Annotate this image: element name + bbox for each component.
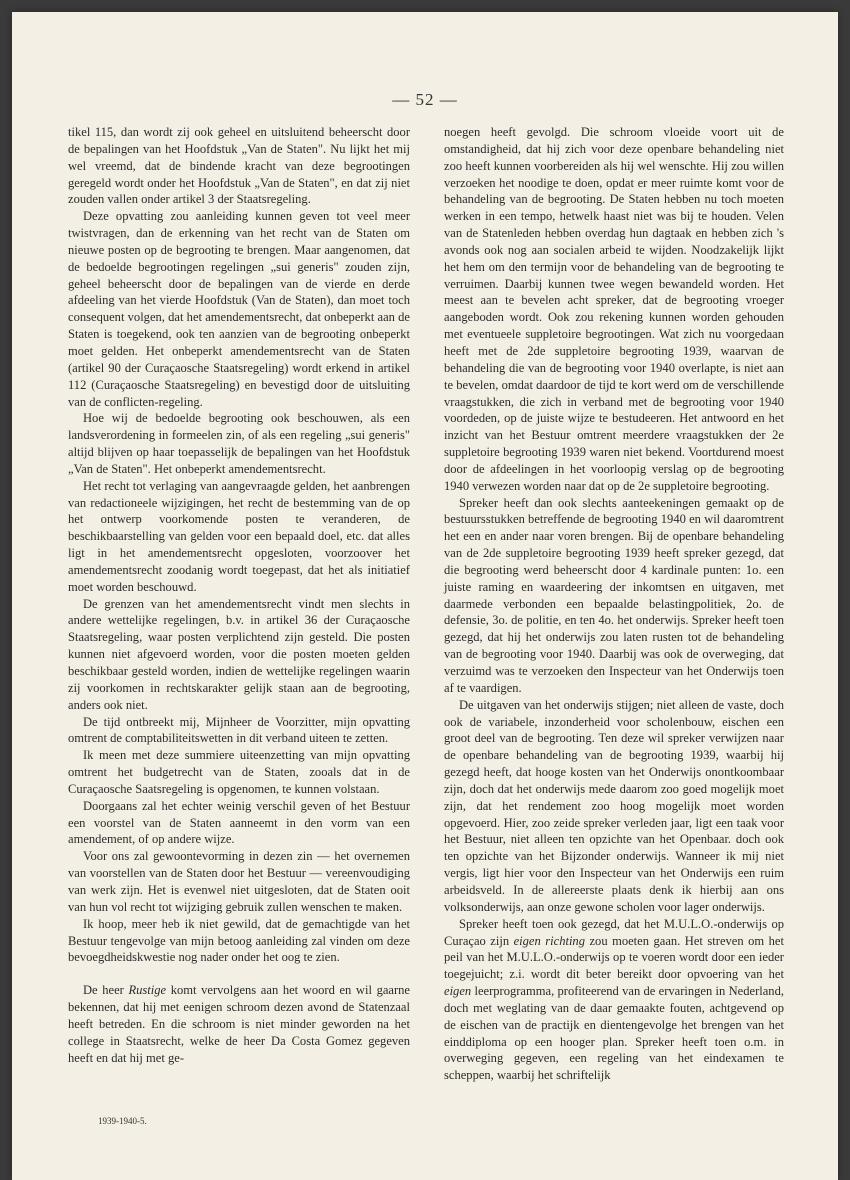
paragraph: tikel 115, dan wordt zij ook geheel en uitsluitend beheerscht door de bepalingen van het Hoofdstuk „Van de Staten". Nu lijkt het mij wel vreemd, dat de bindende kracht van deze begrootingen geregeld wordt onder het Hoofdstuk „Van de Staten", en dat zij niet zouden vallen onder artikel 3 der Staatsregeling. — [68, 125, 410, 207]
speaker-name: Rustige — [128, 983, 167, 998]
paragraph: De uitgaven van het onderwijs stijgen; niet alleen de vaste, doch ook de variabele, inzonderheid voor scholenbouw, eischen een groot deel van de begrooting. Ten deze wil spreker verwijzen naar de openbare behandeling van de begrooting 1939, waarbij hij gezegd heeft, dat hooge kosten van het Onderwijs onontkoombaar zijn, doch dat het onderwijs mede daarom zoo goed mogelijk moet zijn, dat het rendement zoo hoog mogelijk moet worden opgevoerd. Hier, zoo zeide spreker verleden jaar, ligt een taak voor het Bestuur, niet alleen ten opzichte van het Openbaar. doch ook ten opzichte van het Bijzonder onderwijs. Wanneer ik mij niet vergis, ligt hier voor den Inspecteur van het Onderwijs een ruim arbeidsveld. In de allereerste plaats denk ik hierbij aan ons volksonderwijs, aan onze gewone scholen voor lager onderwijs. — [444, 697, 784, 914]
page-number: — 52 — — [392, 90, 458, 109]
paragraph: Het recht tot verlaging van aangevraagde gelden, het aanbrengen van redactioneele wijzigingen, het recht de bestemming van de op het ontwerp voorkomende posten te veranderen, de beschikbaarstelling van gelden voor een bepaald doel, etc. dat alles ligt in het amendementsrecht opgesloten, voorzoover het amendementsrecht zoodanig wordt toegepast, dat het als initiatief moet worden beschouwd. — [68, 478, 410, 594]
paragraph — [444, 916, 784, 1084]
text-run: leerprogramma, profiteerend van de ervaringen in Nederland, doch met weglating van de daar gemaakte fouten, achtgevend op de eischen van de practijk en dientengevolge het brengen van het einddiploma op een hooger plan. Spreker heeft toen o.m. in overweging gegeven, een regeling van het eindexamen te scheppen, waarbij het schriftelijk — [444, 984, 784, 1083]
paragraph: Voor ons zal gewoontevorming in dezen zin — het overnemen van voorstellen van de Staten door het Bestuur — vereenvoudiging van werk zijn. Het is evenwel niet uitgesloten, dat de Staten ooit van hun vol recht tot wijziging gebruik zullen wenschen te maken. — [68, 849, 410, 914]
paragraph: Hoe wij de bedoelde begrooting ook beschouwen, als een landsverordening in formeelen zin, of als een regeling „sui generis" altijd blijven op haar toepasselijk de bepalingen van het Hoofdstuk „Van de Staten". Het onbeperkt amendementsrecht. — [68, 411, 410, 476]
paragraph: Doorgaans zal het echter weinig verschil geven of het Bestuur een voorstel van de Staten aanneemt in den vorm van een amendement, of op andere wijze. — [68, 798, 410, 847]
footer-note: 1939-1940-5. — [98, 1116, 147, 1126]
text-run: Spreker heeft toen ook gezegd, dat het M.U.L.O.-onderwijs op Curaçao zijn — [444, 916, 784, 948]
left-column — [68, 124, 410, 1066]
text-run: zou moeten gaan. Het streven om het peil van het M.U.L.O.-onderwijs op te voeren wordt door een ieder toegejuicht; z.i. wordt dit beter bereikt door opvoering van het — [444, 933, 784, 982]
paragraph: Deze opvatting zou aanleiding kunnen geven tot veel meer twistvragen, dan de erkenning van het recht van de Staten om nieuwe posten op de begrooting te brengen. Maar aangenomen, dat de bedoelde begrootingen regelingen „sui generis" zouden zijn, geheel beheerscht door de bepalingen van de vierde en derde afdeeling van het vierde Hoofdstuk (Van de Staten), dan moet toch consequent volgen, dat het amendementsrecht, dat onbeperkt aan de Staten is toegekend, ook ten aanzien van de begrooting onbeperkt moet gelden. Het onbeperkt amendementsrecht van de Staten (artikel 90 der Curaçaosche Staatsregeling) wordt erkend in artikel 112 (Curaçaosche Staatsregeling) en bevestigd door de uitsluiting van de conflicten-regeling. — [68, 209, 410, 409]
paragraph: Ik meen met deze summiere uiteenzetting van mijn opvatting omtrent het budgetrecht van de Staten, zooals dat in de Curaçaosche Saatsregeling is opgenomen, te kunnen volstaan. — [68, 748, 410, 796]
paragraph: De grenzen van het amendementsrecht vindt men slechts in andere wettelijke regelingen, b.v. in artikel 36 der Curaçaosche Staatsregeling, waar posten verplichtend zijn gesteld. Die posten kunnen niet afgevoerd worden, voor die posten moeten gelden beschikbaar gesteld worden, indien de wettelijke regelingen waarin zij voorkomen in rechtskarakter gelijk staan aan de begrooting, anders ook niet. — [68, 596, 410, 712]
paragraph: Spreker heeft dan ook slechts aanteekeningen gemaakt op de bestuursstukken betreffende de begrooting 1940 en wil daaromtrent het een en ander naar voren brengen. Bij de openbare behandeling van de 2de suppletoire begrooting 1939 heeft spreker gezegd, dat die begrooting werd beheerscht door 4 kardinale punten: 1o. een juiste raming en waardeering der inkomtsen en uitgaven, met daarmede verbonden een bepaalde belastingpolitiek, 2o. de defensie, 3o. de politie, en ten 4o. het onderwijs. Spreker heeft toen gezegd, dat hij het onderwijs zou laten rusten tot de behandeling van de begrooting voor 1940. Daarbij was ook de overweging, dat verzuimd was te verzoeken den Inspecteur van het Onderwijs toen af te vaardigen. — [444, 495, 784, 695]
paragraph: De tijd ontbreekt mij, Mijnheer de Voorzitter, mijn opvatting omtrent de comptabiliteitswetten in dit verband uiteen te zetten. — [68, 714, 410, 746]
emphasis: eigen — [444, 984, 472, 999]
text-run: De heer — [83, 983, 129, 998]
paragraph: Ik hoop, meer heb ik niet gewild, dat de gemachtigde van het Bestuur tengevolge van mijn betoog aanleiding zal vinden om deze bevoegdheidskwestie nog nader onder het oog te zien. — [68, 916, 410, 965]
paragraph-speaker-intro — [68, 982, 410, 1066]
paragraph: noegen heeft gevolgd. Die schroom vloeide voort uit de omstandigheid, dat hij zich voor deze openbare behandeling niet zoo heeft kunnen voorbereiden als hij wel wenschte. Hij zou willen verzoeken het noodige te doen, opdat er meer ruimte komt voor de behandeling van de begrooting. De Staten hebben nu toch moeten werken in een tempo, hetwelk haast niet was bij te houden. Velen van de Statenleden hebben overdag hun dagtaak en hebben zich 's avonds ook nog aan socialen arbeid te wijden. Noodzakelijk lijkt het hem om den termijn voor de behandeling van de begrooting te verruimen. Daarbij kunnen twee wegen bewandeld worden. Het meest aan te bevelen acht spreker, dat de begrooting vroeger aangeboden wordt. Ook zou rekening kunnen worden gehouden met eventueele suppletoire begrootingen. Wat zich nu voorgedaan heeft met de 2de suppletoire begrooting 1939, waarvan de behandeling die van de begrooting voor 1940 overlapte, is niet aan te bevelen, omdat daardoor de tijd te kort werd om de verschillende vraagstukken, die zich in verband met de begrooting voor 1940 voordeden, op de juiste wijze te bestudeeren. Het antwoord en het inzicht van het Bestuur omtrent meerdere vraagstukken der 2e suppletoire begrooting 1939 waren niet bekend. Voortdurend moest door de afdeelingen in het voorloopig verslag op de begrooting 1940 verwezen worden naar dat op de 2e suppletoire begrooting. — [444, 125, 784, 493]
right-column — [444, 124, 784, 1084]
emphasis: eigen richting — [513, 933, 585, 948]
text-run: komt vervolgens aan het woord en wil gaarne bekennen, dat hij met eenigen schroom dezen avond de Statenzaal heeft betreden. En die schroom is niet minder geworden na het college in Staatsrecht, welke de heer Da Costa Gomez gegeven heeft en dat hij met ge- — [68, 983, 411, 1065]
